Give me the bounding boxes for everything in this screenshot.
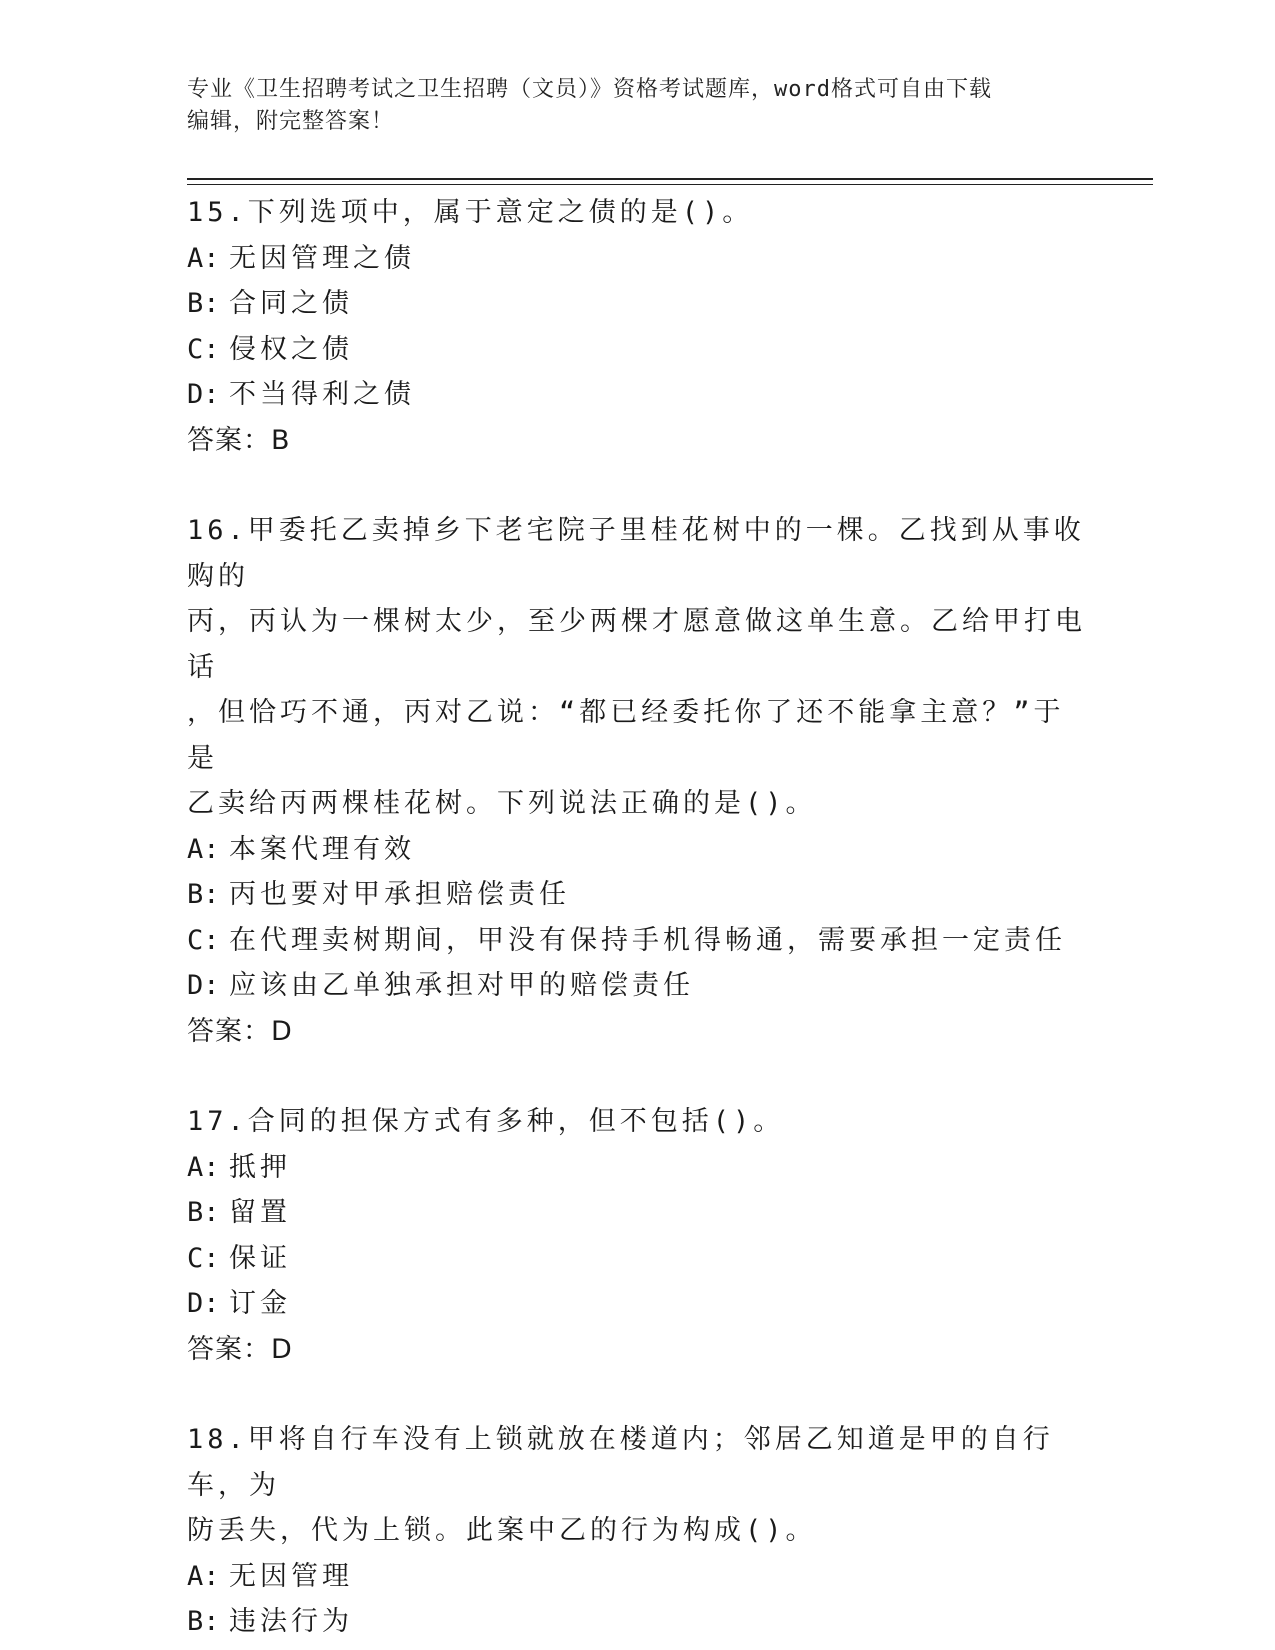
header-line-1: 专业《卫生招聘考试之卫生招聘（文员）》资格考试题库，word格式可自由下载 bbox=[187, 77, 992, 102]
option-text: 丙也要对甲承担赔偿责任 bbox=[229, 879, 570, 910]
option-letter: D: bbox=[187, 379, 220, 410]
answer-key: 答案：D bbox=[187, 1015, 293, 1047]
question-block bbox=[187, 1099, 1087, 1417]
answer-option bbox=[187, 872, 1087, 918]
question-stem-line: 17.合同的担保方式有多种，但不包括()。 bbox=[187, 1106, 785, 1137]
option-text: 合同之债 bbox=[229, 288, 353, 319]
document-header bbox=[187, 74, 1087, 138]
option-text: 无因管理 bbox=[229, 1560, 353, 1592]
question-block bbox=[187, 190, 1087, 508]
header-line-2: 编辑，附完整答案！ bbox=[187, 109, 395, 134]
answer-option bbox=[187, 1599, 1087, 1645]
option-text: 保证 bbox=[229, 1242, 291, 1274]
answer-key: 答案：D bbox=[187, 1333, 293, 1365]
option-text: 抵押 bbox=[229, 1151, 291, 1183]
question-block bbox=[187, 508, 1087, 1099]
option-letter: B: bbox=[187, 288, 220, 319]
option-text: 侵权之债 bbox=[229, 333, 353, 365]
option-text: 在代理卖树期间，甲没有保持手机得畅通，需要承担一定责任 bbox=[229, 924, 1066, 956]
option-text: 本案代理有效 bbox=[229, 833, 415, 865]
option-text: 违法行为 bbox=[229, 1606, 353, 1637]
question-stem-line: 15.下列选项中，属于意定之债的是()。 bbox=[187, 197, 754, 228]
answer-option bbox=[187, 827, 1087, 873]
option-text: 无因管理之债 bbox=[229, 242, 415, 274]
option-letter: B: bbox=[187, 1606, 220, 1637]
option-letter: B: bbox=[187, 879, 220, 910]
option-letter: C: bbox=[187, 1242, 220, 1274]
option-letter: A: bbox=[187, 242, 220, 274]
question-stem-line: 防丢失，代为上锁。此案中乙的行为构成()。 bbox=[187, 1515, 817, 1546]
option-text: 订金 bbox=[229, 1288, 291, 1319]
option-letter: D: bbox=[187, 1288, 220, 1319]
answer-option bbox=[187, 963, 1087, 1009]
answer-option bbox=[187, 1145, 1087, 1191]
header-divider-thick bbox=[187, 178, 1153, 180]
header-divider-thin bbox=[187, 184, 1153, 185]
answer-option bbox=[187, 1190, 1087, 1236]
answer-key: 答案：B bbox=[187, 424, 291, 456]
option-letter: B: bbox=[187, 1197, 220, 1228]
option-letter: C: bbox=[187, 333, 220, 365]
answer-option bbox=[187, 1554, 1087, 1600]
answer-option bbox=[187, 327, 1087, 373]
option-text: 留置 bbox=[229, 1197, 291, 1228]
question-stem-line: 16.甲委托乙卖掉乡下老宅院子里桂花树中的一棵。乙找到从事收购的 bbox=[187, 515, 1085, 592]
answer-option bbox=[187, 281, 1087, 327]
answer-option bbox=[187, 372, 1087, 418]
option-letter: C: bbox=[187, 924, 220, 956]
question-block bbox=[187, 1417, 1087, 1645]
question-stem-line: 丙，丙认为一棵树太少，至少两棵才愿意做这单生意。乙给甲打电话 bbox=[187, 606, 1086, 683]
question-stem-line: 18.甲将自行车没有上锁就放在楼道内；邻居乙知道是甲的自行车，为 bbox=[187, 1424, 1054, 1501]
option-text: 应该由乙单独承担对甲的赔偿责任 bbox=[229, 970, 694, 1001]
option-letter: D: bbox=[187, 970, 220, 1001]
answer-option bbox=[187, 918, 1087, 964]
answer-option bbox=[187, 1281, 1087, 1327]
question-stem-line: 乙卖给丙两棵桂花树。下列说法正确的是()。 bbox=[187, 788, 817, 819]
question-stem-line: ，但恰巧不通，丙对乙说：“都已经委托你了还不能拿主意？”于是 bbox=[187, 697, 1065, 774]
option-letter: A: bbox=[187, 833, 220, 865]
answer-option bbox=[187, 1236, 1087, 1282]
question-list bbox=[187, 190, 1087, 1645]
option-text: 不当得利之债 bbox=[229, 379, 415, 410]
question-spacer bbox=[187, 1054, 1087, 1099]
question-spacer bbox=[187, 1372, 1087, 1417]
option-letter: A: bbox=[187, 1560, 220, 1592]
option-letter: A: bbox=[187, 1151, 220, 1183]
question-spacer bbox=[187, 463, 1087, 508]
answer-option bbox=[187, 236, 1087, 282]
